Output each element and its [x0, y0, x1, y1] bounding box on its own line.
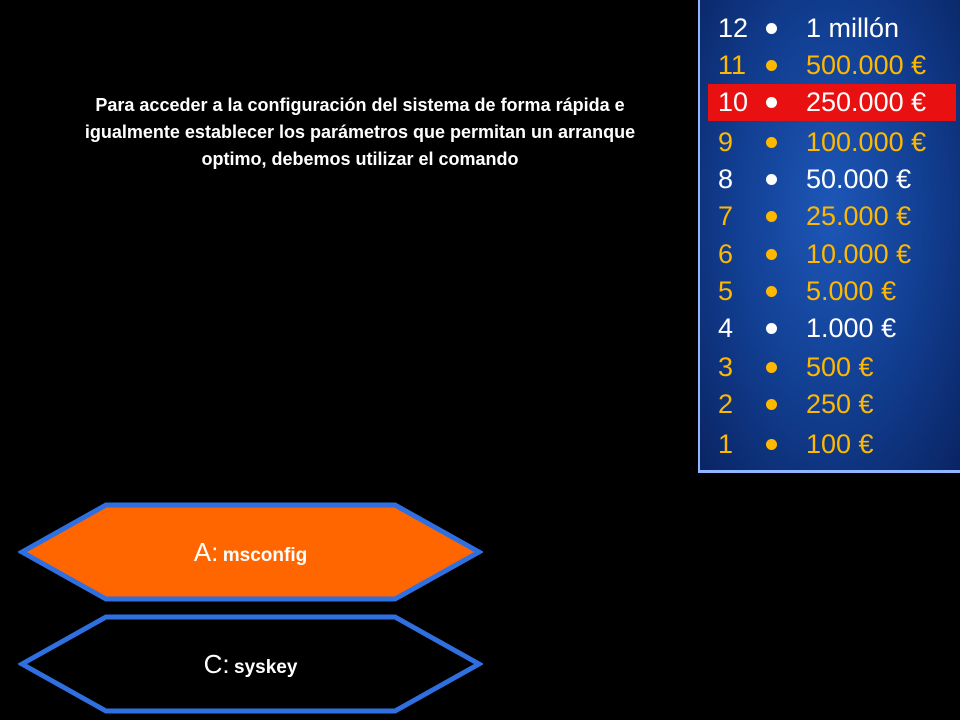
ladder-level-7 — [708, 198, 956, 235]
level-dot-icon — [766, 97, 777, 108]
level-amount: 25.000 € — [806, 201, 912, 231]
level-dot-icon — [766, 362, 777, 373]
level-amount: 500 € — [806, 352, 874, 382]
answer-c-letter: C: — [203, 649, 230, 679]
level-dot-icon — [766, 174, 777, 185]
level-number: 11 — [718, 50, 747, 80]
level-dot-icon — [766, 286, 777, 297]
answer-a-button[interactable] — [18, 502, 483, 602]
ladder-level-3 — [708, 349, 956, 386]
level-number: 12 — [718, 13, 749, 43]
ladder-level-5 — [708, 273, 956, 310]
level-amount: 1.000 € — [806, 313, 897, 343]
level-number: 10 — [718, 87, 749, 117]
level-number: 3 — [718, 352, 734, 382]
level-amount: 100 € — [806, 429, 874, 459]
answer-a-letter: A: — [193, 537, 219, 567]
level-amount: 250 € — [806, 389, 874, 419]
level-amount: 5.000 € — [806, 276, 897, 306]
ladder-level-8 — [708, 161, 956, 198]
level-dot-icon — [766, 399, 777, 410]
level-dot-icon — [766, 137, 777, 148]
ladder-level-12 — [708, 10, 956, 47]
answer-c-label — [18, 614, 483, 714]
ladder-level-6 — [708, 236, 956, 273]
ladder-level-1 — [708, 426, 956, 463]
level-number: 9 — [718, 127, 734, 157]
level-dot-icon — [766, 60, 777, 71]
ladder-level-4 — [708, 310, 956, 347]
level-amount: 100.000 € — [806, 127, 927, 157]
level-amount: 10.000 € — [806, 239, 912, 269]
answer-a-label — [18, 502, 483, 602]
question-text: Para acceder a la configuración del sistema de forma rápida e igualmente establecer los parámetros que permitan un arranque optimo, debemos utilizar el comando — [84, 95, 636, 169]
level-dot-icon — [766, 439, 777, 450]
answer-c-text: syskey — [234, 657, 298, 678]
level-amount: 500.000 € — [806, 50, 927, 80]
prize-ladder — [698, 0, 960, 473]
answer-c-button[interactable] — [18, 614, 483, 714]
answer-a-text: msconfig — [222, 545, 308, 566]
level-dot-icon — [766, 249, 777, 260]
level-number: 8 — [718, 164, 734, 194]
level-number: 5 — [718, 276, 734, 306]
level-amount: 250.000 € — [806, 87, 927, 117]
ladder-level-10 — [708, 84, 956, 121]
level-number: 2 — [718, 389, 734, 419]
level-amount: 1 millón — [806, 13, 900, 43]
level-dot-icon — [766, 211, 777, 222]
level-number: 7 — [718, 201, 734, 231]
level-number: 1 — [718, 429, 734, 459]
level-number: 4 — [718, 313, 734, 343]
ladder-level-9 — [708, 124, 956, 161]
ladder-level-11 — [708, 47, 956, 84]
ladder-level-2 — [708, 386, 956, 423]
level-amount: 50.000 € — [806, 164, 912, 194]
level-dot-icon — [766, 323, 777, 334]
level-dot-icon — [766, 23, 777, 34]
level-number: 6 — [718, 239, 734, 269]
